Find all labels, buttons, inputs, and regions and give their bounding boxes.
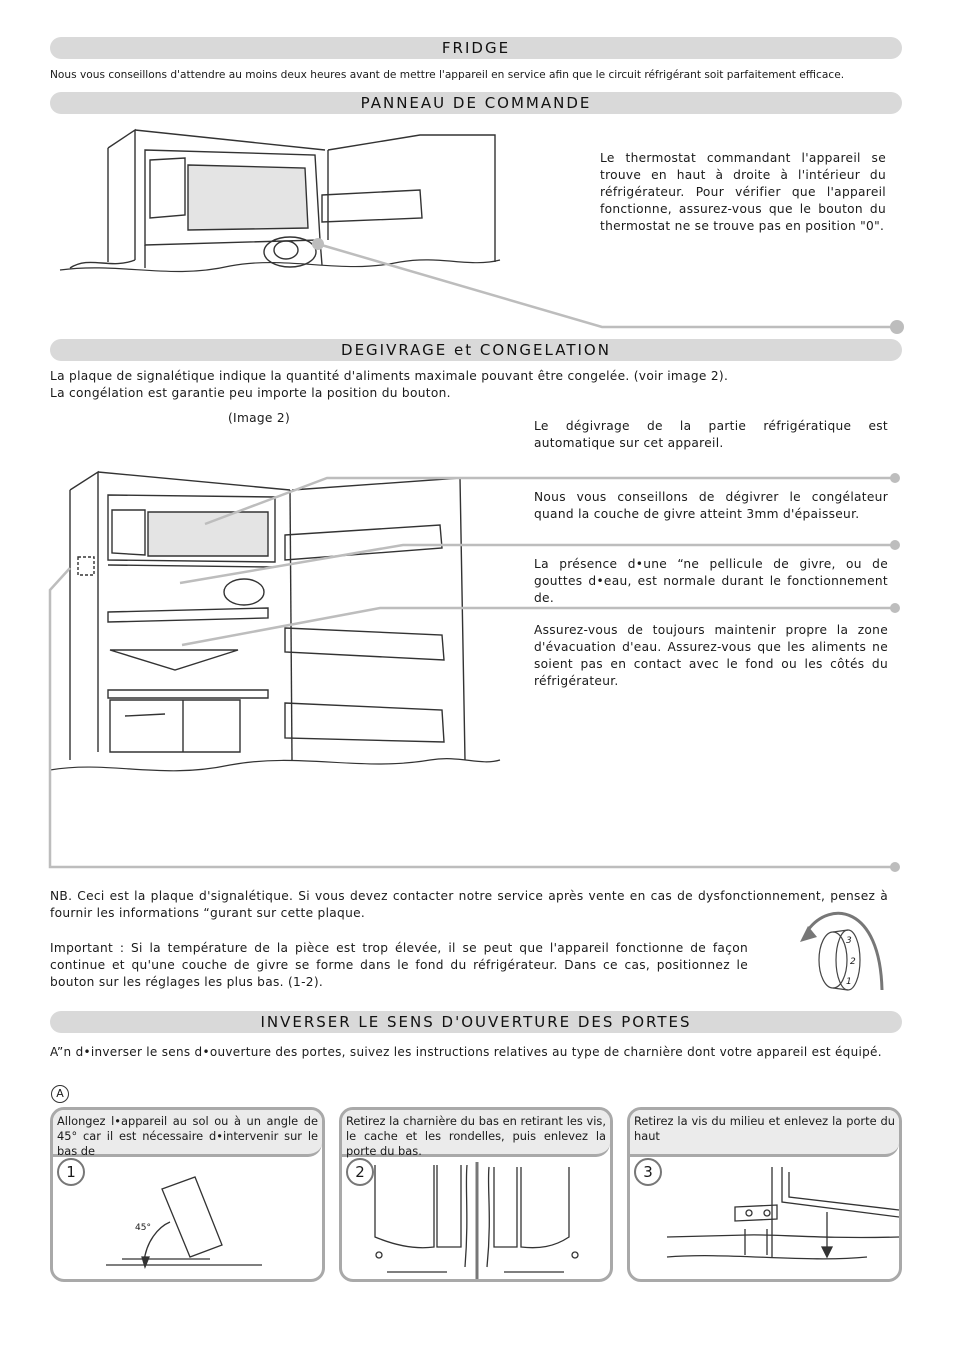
inverser-intro: A”n d•inverser le sens d•ouverture des portes, suivez les instructions relatives au type de charnière dont votre appareil est équipé. (50, 1045, 882, 1059)
step-3-illustration (627, 1107, 902, 1282)
step-card-3 (627, 1107, 902, 1282)
note-defrost: Nous vous conseillons de dégivrer le congélateur quand la couche de givre atteint 3mm d'épaisseur. (534, 490, 888, 521)
degivrage-line2: La congélation est garantie peu importe la position du bouton. (50, 386, 451, 400)
image-caption: (Image 2) (228, 411, 291, 425)
step-card-1 (50, 1107, 325, 1282)
step-2-text: Retirez la charnière du bas en retirant les vis, le cache et les rondelles, puis enlevez la porte du bas. (346, 1114, 606, 1158)
knob-label-2: 2 (850, 957, 857, 967)
note-frost-film: La présence d•une “ne pellicule de givre, ou de gouttes d•eau, est normale durant le fonctionnement de. (534, 557, 888, 605)
note-automatic: Le dégivrage de la partie réfrigératique est automatique sur cet appareil. (534, 419, 888, 450)
knob-label-3: 3 (846, 936, 853, 946)
step-card-2 (339, 1107, 613, 1282)
important-text: Important : Si la température de la pièce est trop élevée, il se peut que l'appareil fonctionne de façon continue et qu'une couche de givre se forme dans le fond du réfrigérateur. Dans ce cas, positionnez le bouton sur les réglages les plus bas. (1-2). (50, 941, 748, 989)
nb-text: NB. Ceci est la plaque d'signalétique. Si vous devez contacter notre service après vente en cas de dysfonctionnement, pensez à fournir les informations “gurant sur cette plaque. (50, 889, 888, 920)
degivrage-line1: La plaque de signalétique indique la quantité d'aliments maximale pouvant être congelée. (voir image 2). (50, 369, 729, 383)
section-title-fridge: FRIDGE (50, 37, 902, 59)
group-label-a: A (51, 1085, 69, 1103)
panneau-text: Le thermostat commandant l'appareil se trouve en haut à droite à l'intérieur du réfrigérateur. Pour vérifier que l'appareil fonctionne, assurez-vous que le bouton du thermostat ne se trouve pas en position "0". (600, 151, 886, 233)
section-title-inverser: INVERSER LE SENS D'OUVERTURE DES PORTES (50, 1011, 902, 1033)
step-2-number: 2 (346, 1158, 374, 1186)
note-drain: Assurez-vous de toujours maintenir propre la zone d'évacuation d'eau. Assurez-vous que les aliments ne soient pas en contact avec le fond ou les côtés du réfrigérateur. (534, 623, 888, 688)
step-2-illustration (339, 1107, 613, 1282)
section-title-degivrage: DEGIVRAGE et CONGELATION (50, 339, 902, 361)
fridge-interior-illustration (50, 472, 500, 771)
step-1-text: Allongez l•appareil au sol ou à un angle de 45° car il est nécessaire d•intervenir sur le bas de (57, 1114, 318, 1158)
knob-label-1: 1 (846, 977, 853, 987)
intro-text: Nous vous conseillons d'attendre au moins deux heures avant de mettre l'appareil en service afin que le circuit réfrigérant soit parfaitement efficace. (50, 69, 845, 81)
thermostat-knob-illustration (800, 913, 882, 990)
step-3-text: Retirez la vis du milieu et enlevez la porte du haut (634, 1114, 895, 1143)
angle-label: 45° (135, 1223, 151, 1233)
step-3-number: 3 (634, 1158, 662, 1186)
step-1-number: 1 (57, 1158, 85, 1186)
section-title-panneau: PANNEAU DE COMMANDE (50, 92, 902, 114)
step-1-illustration (50, 1107, 325, 1282)
fridge-thermostat-illustration (60, 130, 500, 272)
